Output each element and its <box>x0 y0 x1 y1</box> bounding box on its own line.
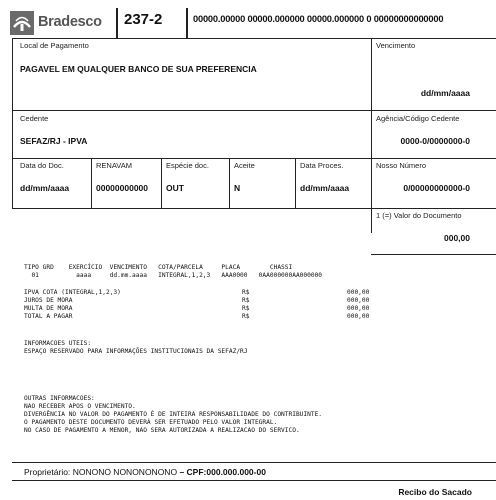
item-amount: 000,00 <box>347 297 370 304</box>
item-amount: 000,00 <box>347 305 370 312</box>
item-currency: R$ <box>242 305 250 312</box>
cedente-label: Cedente <box>20 114 49 123</box>
agencia-value: 0000-0/0000000-0 <box>400 136 470 146</box>
cpf-label: CPF: <box>186 467 207 477</box>
outras-informacoes-title: OUTRAS INFORMACOES: <box>24 395 95 402</box>
data-doc-value: dd/mm/aaaa <box>20 183 70 193</box>
bradesco-logo <box>10 11 34 35</box>
outras-informacoes-line: NO CASO DE PAGAMENTO A MENOR, NAO SERA AUTORIZADA A REALIZACAO DO SERVICO. <box>24 427 300 434</box>
recibo-do-sacado: Recibo do Sacado <box>398 487 472 497</box>
vencimento-label: Vencimento <box>376 41 416 50</box>
valor-documento-label: 1 (=) Valor do Documento <box>376 211 462 220</box>
cedente-value: SEFAZ/RJ - IPVA <box>20 136 88 146</box>
bradesco-logo-icon <box>10 11 34 35</box>
bank-code: 237-2 <box>124 11 163 28</box>
informacoes-uteis-text: ESPAÇO RESERVADO PARA INFORMAÇÕES INSTITUCIONAIS DA SEFAZ/RJ <box>24 348 248 355</box>
item-label: IPVA COTA (INTEGRAL,1,2,3) <box>24 289 121 296</box>
item-amount: 000,00 <box>347 313 370 320</box>
data-proces-label: Data Proces. <box>300 161 344 170</box>
especie-value: OUT <box>166 183 184 193</box>
especie-label: Espécie doc. <box>166 161 209 170</box>
agencia-label: Agência/Código Cedente <box>376 114 460 123</box>
local-pagamento-label: Local de Pagamento <box>20 41 89 50</box>
data-proces-value: dd/mm/aaaa <box>300 183 350 193</box>
proprietario-separator: – <box>179 467 185 477</box>
renavam-label: RENAVAM <box>96 161 132 170</box>
cpf-value: 000.000.000-00 <box>206 467 266 477</box>
local-pagamento-value: PAGAVEL EM QUALQUER BANCO DE SUA PREFERENCIA <box>20 64 257 74</box>
item-label: MULTA DE MORA <box>24 305 73 312</box>
proprietario-name: NONONO NONONONONO <box>72 467 178 477</box>
valor-documento-value: 000,00 <box>444 233 470 243</box>
details-header-line: TIPO GRD EXERCÍCIO VENCIMENTO COTA/PARCELA PLACA CHASSI <box>24 264 293 271</box>
nosso-numero-label: Nosso Número <box>376 161 427 170</box>
item-currency: R$ <box>242 297 250 304</box>
bank-name: Bradesco <box>38 14 102 30</box>
proprietario-line <box>24 467 266 477</box>
aceite-value: N <box>234 183 241 193</box>
item-amount: 000,00 <box>347 289 370 296</box>
item-currency: R$ <box>242 313 250 320</box>
outras-informacoes-line: NAO RECEBER APOS O VENCIMENTO. <box>24 403 136 410</box>
linha-digitavel: 00000.00000 00000.000000 00000.000000 0 00000000000000 <box>193 14 444 24</box>
aceite-label: Aceite <box>234 161 255 170</box>
outras-informacoes-line: DIVERGÊNCIA NO VALOR DO PAGAMENTO É DE INTEIRA RESPONSABILIDADE DO CONTRIBUINTE. <box>24 411 323 418</box>
item-currency: R$ <box>242 289 250 296</box>
item-label: JUROS DE MORA <box>24 297 73 304</box>
informacoes-uteis-title: INFORMACOES UTEIS: <box>24 340 92 347</box>
vencimento-value: dd/mm/aaaa <box>420 88 470 98</box>
nosso-numero-value: 0/00000000000-0 <box>403 183 470 193</box>
renavam-value: 00000000000 <box>96 183 149 193</box>
item-label: TOTAL A PAGAR <box>24 313 73 320</box>
data-doc-label: Data do Doc. <box>20 161 64 170</box>
details-values-line: 01 aaaa dd.mm.aaaa INTEGRAL,1,2,3 AAA0000 0AA000000AA000000 <box>24 272 323 279</box>
proprietario-label: Proprietário: <box>24 467 71 477</box>
outras-informacoes-line: O PAGAMENTO DESTE DOCUMENTO DEVERÁ SER EFETUADO PELO VALOR INTEGRAL. <box>24 419 278 426</box>
